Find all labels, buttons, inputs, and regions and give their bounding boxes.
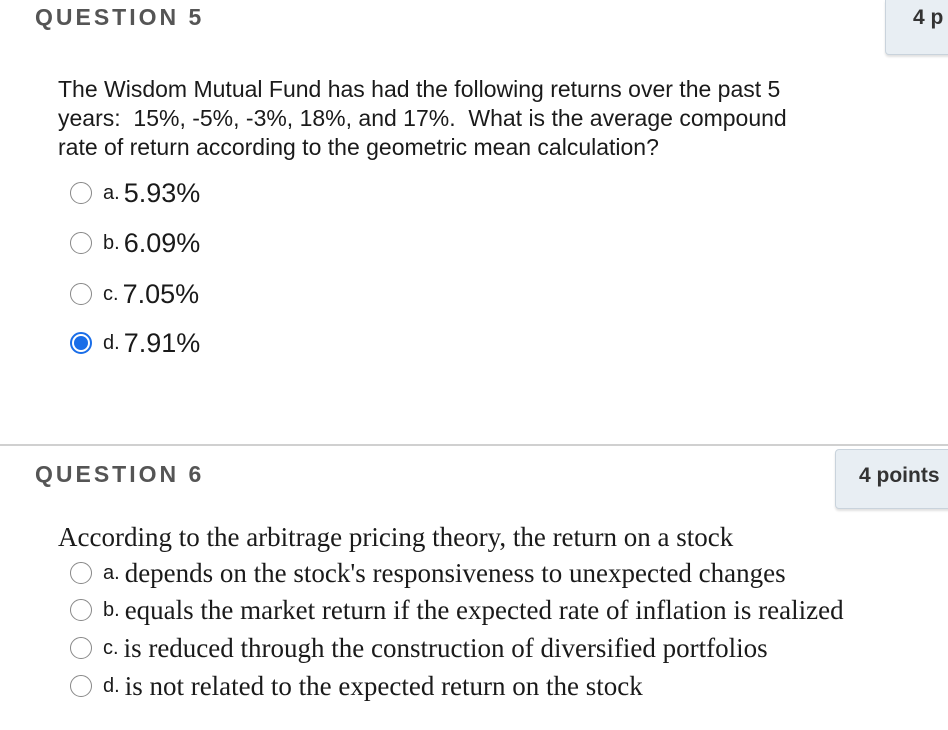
radio-button-a[interactable] xyxy=(70,562,92,584)
question-6-answer-d[interactable] xyxy=(70,668,643,704)
question-5-header xyxy=(0,0,948,56)
answer-letter: c. xyxy=(103,282,119,305)
answer-letter: a. xyxy=(103,181,120,204)
answer-text: 5.93% xyxy=(123,177,201,208)
question-5-prompt-line-3: rate of return according to the geometric mean calculation? xyxy=(58,134,659,160)
question-5-answer-d[interactable] xyxy=(70,325,200,361)
answer-text: 7.91% xyxy=(123,327,201,358)
answer-text: equals the market return if the expected rate of inflation is realized xyxy=(124,594,844,625)
radio-button-b[interactable] xyxy=(70,232,92,254)
radio-button-b[interactable] xyxy=(70,599,92,621)
question-6-answer-b[interactable] xyxy=(70,592,844,628)
answer-text: is reduced through the construction of diversified portfolios xyxy=(123,632,768,663)
answer-text: is not related to the expected return on the stock xyxy=(124,670,643,701)
answer-letter: d. xyxy=(103,674,120,697)
question-6-title: QUESTION 6 xyxy=(35,461,205,487)
radio-button-c[interactable] xyxy=(70,637,92,659)
question-5-prompt xyxy=(58,75,908,162)
answer-letter: a. xyxy=(103,561,120,584)
radio-button-d-selected[interactable] xyxy=(70,332,92,354)
answer-letter: d. xyxy=(103,331,120,354)
section-divider xyxy=(0,444,948,446)
question-5-points-badge: 4 p xyxy=(885,0,948,55)
answer-text: depends on the stock's responsiveness to unexpected changes xyxy=(124,557,786,588)
question-5-prompt-line-2: years: 15%, -5%, -3%, 18%, and 17%. What is the average compound xyxy=(58,105,787,131)
question-6-answer-a[interactable] xyxy=(70,555,786,591)
question-5-title: QUESTION 5 xyxy=(35,4,205,30)
radio-button-d[interactable] xyxy=(70,675,92,697)
question-5-answer-a[interactable] xyxy=(70,175,200,211)
question-6-answer-c[interactable] xyxy=(70,630,768,666)
answer-text: 7.05% xyxy=(122,278,200,309)
answer-text: 6.09% xyxy=(123,227,201,258)
answer-letter: b. xyxy=(103,598,120,621)
question-5-answer-c[interactable] xyxy=(70,276,199,312)
question-5-prompt-line-1: The Wisdom Mutual Fund has had the following returns over the past 5 xyxy=(58,76,781,102)
question-6-points-badge: 4 points xyxy=(835,449,948,509)
radio-button-c[interactable] xyxy=(70,283,92,305)
answer-letter: b. xyxy=(103,231,120,254)
question-6-header xyxy=(0,447,948,503)
radio-button-a[interactable] xyxy=(70,182,92,204)
question-6-prompt: According to the arbitrage pricing theory, the return on a stock xyxy=(58,522,734,552)
question-5-answer-b[interactable] xyxy=(70,225,200,261)
answer-letter: c. xyxy=(103,636,119,659)
